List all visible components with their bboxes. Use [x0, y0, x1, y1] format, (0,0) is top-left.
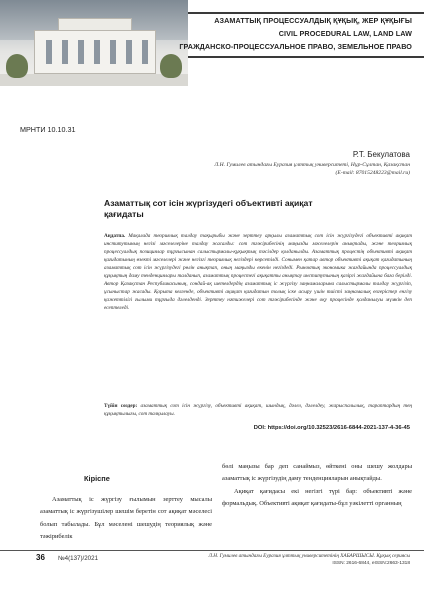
intro-right-paragraph-1: бөлі маңызы бар деп санаймыз, өйткені оны шешу жолдары азаматтық іс жүргізудің даму тенденцияларын анықтайды.	[222, 463, 412, 483]
keywords-text: азаматтық сот ісін жүргізу, объективті ақиқат, шындық, дәлел, дәлелдеу, жарыспалылық, тараптардың тең құқықтылығы, сот талқылауы.	[104, 403, 412, 417]
header-title-kz: АЗАМАТТЫҚ ПРОЦЕССУАЛДЫҚ ҚҰҚЫҚ, ЖЕР ҚҰҚЫҒЫ	[214, 16, 412, 25]
header-rule-top	[188, 12, 424, 14]
article-title-line2: қағидаты	[104, 208, 144, 219]
journal-name: Л.Н. Гумилев атындағы Еуразия ұлттық университетінің ХАБАРШЫСЫ. Құқық сериясы	[208, 553, 410, 559]
author-email: (E-mail: 87015248223@mail.ru)	[335, 170, 410, 177]
intro-right-paragraph-2: Ақиқат қағидасы екі негізгі түрі бар: объективті және формальдық. Объективті ақиқат қағидаты-бұл уәкілетті органның	[222, 487, 412, 507]
author-affiliation	[214, 161, 410, 178]
journal-info	[160, 553, 410, 567]
issue-number: №4(137)/2021	[58, 555, 99, 562]
article-title-line1: Азаматтық сот ісін жүргізудегі объективті ақиқат	[104, 198, 313, 208]
intro-right-column	[222, 461, 412, 510]
abstract-label: Аңдатпа.	[104, 233, 126, 239]
doi-link[interactable]: DOI: https://doi.org/10.32523/2616-6844-2021-137-4-36-45	[253, 425, 410, 431]
mrnti-code: МРНТИ 10.10.31	[20, 125, 76, 134]
header-title-ru: ГРАЖДАНСКО-ПРОЦЕССУАЛЬНОЕ ПРАВО, ЗЕМЕЛЬНОЕ ПРАВО	[179, 42, 412, 51]
abstract	[104, 232, 412, 312]
author-name: Р.Т. Бекулатова	[352, 150, 410, 159]
keywords	[104, 402, 412, 418]
intro-heading: Кіріспе	[84, 474, 110, 483]
header-rule-bottom	[188, 56, 424, 58]
abstract-text: Мақалада теориялық талдау тақырыбы және зерттеу арқылы азаматтық сот ісін жүргізудегі объективті ақиқат институтының негізі мәселелеріне талдау жасалды: сот тәжірибесінің маңызды мәселелерін анықтады, және теориялық процессуалдық позициялар тұрғысынан салыстырмалы-құқықтық тәсілдер қолданылды. Азаматтық процестің объективті ақиқат қағидатының өзекті мәселелері және негізгі теориялық негіздері көрсетілді. Сонымен қатар автор объективті ақиқат қағидатының азаматтық сот ісін жүргізудегі рөлін анықтап, оның маңызды екенін негіздеді. Рыноктық экономика жағдайында процессуалдық құқықтың даму тенденциялары талданып, азаматтық процестегі ақиқатты анықтау институтының қазіргі жағдайына баға берілді. Автор Қазақстан Республикасының, сондай-ақ шетелдердің азаматтық іс жүргізу заңнамаларына салыстырмалы талдау жүргізіп, ұсыныстар жасады. Қорыта келгенде, объективті ақиқат қағидатын толық іске асыру үшін тиісті заңнамалық өзгерістер енгізу қажеттілігі ғылыми тұрғыда дәлелденді. Зерттеу нәтижелері сот тәжірибесінде және оқу процесінде қолданылуы мүмкін деп есептеледі.	[104, 233, 413, 312]
header-title-en: CIVIL PROCEDURAL LAW, LAND LAW	[278, 29, 412, 38]
keywords-label: Түйін сөздер:	[104, 403, 138, 409]
page-number: 36	[36, 553, 45, 562]
intro-left-column: Азаматтық іс жүргізу ғылымын зерттеу мысалы азаматтық іс жүргізушілер шешім беретін сот ақиқат мәселесі болып табылады. Бұл мәселені шешудің теориялық және тәжірибелік	[40, 496, 212, 540]
article-title	[104, 198, 364, 219]
header-building-photo	[0, 0, 188, 86]
footer-rule	[0, 550, 424, 551]
journal-issn: ISSN: 2616-6844, eISSN:2663-1318	[332, 561, 410, 567]
affiliation-text: Л.Н. Гумилев атындағы Еуразия ұлттық университеті, Нұр-Сұлтан, Қазақстан	[214, 162, 410, 168]
